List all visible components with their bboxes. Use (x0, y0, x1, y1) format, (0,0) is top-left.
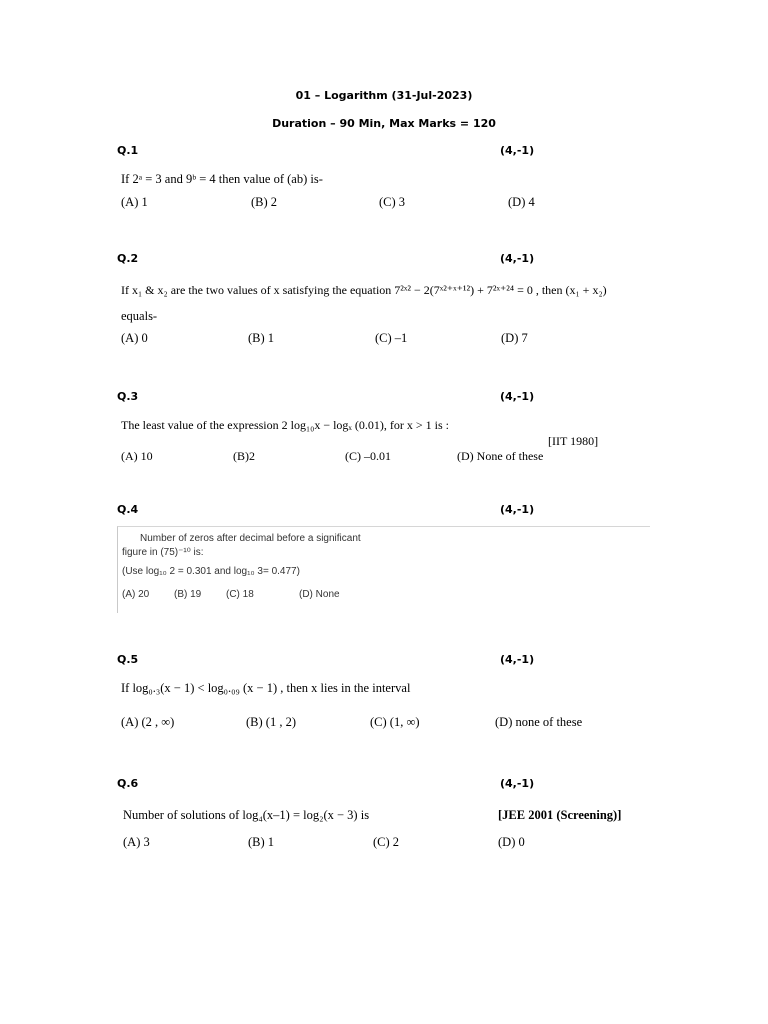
question-1 (117, 170, 649, 214)
option-b: (B)2 (233, 449, 255, 463)
option-a: (A) 3 (123, 835, 150, 849)
page-title: 01 – Logarithm (31-Jul-2023) (295, 89, 473, 102)
question-text: Number of zeros after decimal before a significant (140, 533, 361, 544)
option-c: (C) 2 (373, 835, 400, 849)
option-c: (C) 3 (379, 195, 406, 209)
question-text: Number of solutions of log₄(x–1) = log₂(x − 3) is (123, 808, 370, 822)
option-b: (B) 2 (251, 195, 278, 209)
question-text: If x₁ & x₂ are the two values of x satisfying the equation 7²ˣ² − 2(7ˣ²⁺ˣ⁺¹²) + 7²ˣ⁺²⁴ = 0 , then (x₁ + x₂) (121, 283, 607, 297)
page-subtitle: Duration – 90 Min, Max Marks = 120 (272, 117, 496, 130)
option-a: (A) 0 (121, 331, 148, 345)
question-marks: (4,-1) (500, 144, 535, 157)
option-d: (D) None (299, 589, 340, 600)
question-text: If log₀.₃(x − 1) < log₀.₀₉ (x − 1) , then x lies in the interval (121, 681, 411, 695)
question-3 (117, 415, 649, 465)
question-text-continued: equals- (121, 309, 158, 323)
option-c: (C) 18 (226, 589, 254, 600)
option-b: (B) (1 , 2) (246, 715, 296, 729)
source-tag: [JEE 2001 (Screening)] (498, 808, 622, 822)
question-2 (117, 280, 649, 350)
option-d: (D) 0 (498, 835, 525, 849)
option-a: (A) (2 , ∞) (121, 715, 175, 729)
option-b: (B) 19 (174, 589, 202, 600)
question-marks: (4,-1) (500, 252, 535, 265)
source-tag: [IIT 1980] (548, 434, 599, 448)
question-text-continued: figure in (75)⁻¹⁰ is: (122, 547, 204, 558)
question-number: Q.6 (117, 777, 139, 790)
option-d: (D) None of these (457, 449, 544, 463)
question-4 (117, 526, 650, 613)
option-d: (D) 7 (501, 331, 528, 345)
question-6 (117, 806, 649, 852)
option-c: (C) –1 (375, 331, 408, 345)
question-number: Q.4 (117, 503, 139, 516)
question-number: Q.1 (117, 144, 139, 157)
question-5 (117, 679, 649, 735)
question-marks: (4,-1) (500, 390, 535, 403)
question-text: The least value of the expression 2 log₁₀x − logₓ (0.01), for x > 1 is : (121, 418, 449, 432)
question-number: Q.5 (117, 653, 139, 666)
option-b: (B) 1 (248, 835, 275, 849)
question-text: If 2ᵃ = 3 and 9ᵇ = 4 then value of (ab) is- (121, 172, 323, 186)
question-marks: (4,-1) (500, 503, 535, 516)
question-marks: (4,-1) (500, 653, 535, 666)
option-a: (A) 20 (122, 589, 150, 600)
option-d: (D) 4 (508, 195, 535, 209)
option-c: (C) (1, ∞) (370, 715, 420, 729)
option-a: (A) 10 (121, 449, 153, 463)
question-number: Q.3 (117, 390, 139, 403)
option-a: (A) 1 (121, 195, 148, 209)
option-b: (B) 1 (248, 331, 275, 345)
option-c: (C) –0.01 (345, 449, 391, 463)
question-hint: (Use log₁₀ 2 = 0.301 and log₁₀ 3= 0.477) (122, 566, 300, 577)
question-marks: (4,-1) (500, 777, 535, 790)
question-number: Q.2 (117, 252, 139, 265)
option-d: (D) none of these (495, 715, 583, 729)
